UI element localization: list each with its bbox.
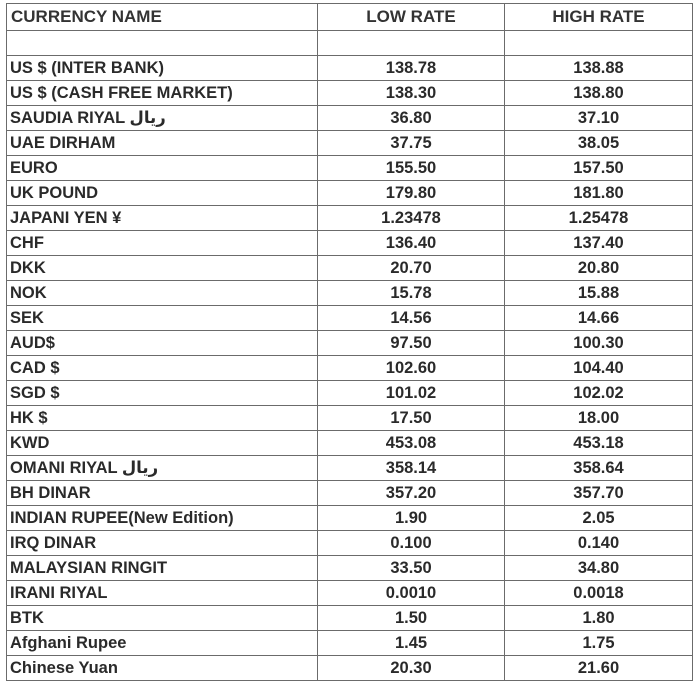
table-row (7, 331, 693, 356)
high-rate-cell: 20.80 (505, 256, 693, 281)
high-rate-cell: 38.05 (505, 131, 693, 156)
table-row (7, 231, 693, 256)
header-high-rate: HIGH RATE (505, 4, 693, 31)
blank-row (7, 31, 693, 56)
high-rate-cell: 181.80 (505, 181, 693, 206)
high-rate-cell: 138.88 (505, 56, 693, 81)
high-rate-cell: 14.66 (505, 306, 693, 331)
low-rate-cell: 97.50 (318, 331, 505, 356)
low-rate-cell: 36.80 (318, 106, 505, 131)
table-row (7, 106, 693, 131)
table-header-row (7, 4, 693, 31)
currency-name-cell: BTK (7, 606, 318, 631)
low-rate-cell: 102.60 (318, 356, 505, 381)
high-rate-cell: 15.88 (505, 281, 693, 306)
low-rate-cell: 357.20 (318, 481, 505, 506)
currency-name-cell: US $ (INTER BANK) (7, 56, 318, 81)
table-row (7, 156, 693, 181)
low-rate-cell: 37.75 (318, 131, 505, 156)
high-rate-cell: 1.25478 (505, 206, 693, 231)
high-rate-cell: 2.05 (505, 506, 693, 531)
high-rate-cell: 104.40 (505, 356, 693, 381)
currency-rate-table (6, 3, 693, 681)
low-rate-cell: 20.70 (318, 256, 505, 281)
currency-name-cell: MALAYSIAN RINGIT (7, 556, 318, 581)
currency-name-cell: INDIAN RUPEE(New Edition) (7, 506, 318, 531)
currency-name-cell: EURO (7, 156, 318, 181)
low-rate-cell: 358.14 (318, 456, 505, 481)
currency-name-cell: NOK (7, 281, 318, 306)
low-rate-cell: 138.30 (318, 81, 505, 106)
table-row (7, 181, 693, 206)
table-row (7, 606, 693, 631)
high-rate-cell: 1.80 (505, 606, 693, 631)
table-row (7, 81, 693, 106)
currency-name-cell: SEK (7, 306, 318, 331)
low-rate-cell: 14.56 (318, 306, 505, 331)
high-rate-cell: 37.10 (505, 106, 693, 131)
currency-name-cell: AUD$ (7, 331, 318, 356)
currency-name-cell: SGD $ (7, 381, 318, 406)
low-rate-cell: 20.30 (318, 656, 505, 681)
high-rate-cell: 1.75 (505, 631, 693, 656)
low-rate-cell: 1.23478 (318, 206, 505, 231)
currency-name-cell: HK $ (7, 406, 318, 431)
table-row (7, 56, 693, 81)
currency-name-cell: JAPANI YEN ¥ (7, 206, 318, 231)
blank-cell (505, 31, 693, 56)
currency-name-cell: UAE DIRHAM (7, 131, 318, 156)
low-rate-cell: 138.78 (318, 56, 505, 81)
high-rate-cell: 137.40 (505, 231, 693, 256)
low-rate-cell: 1.50 (318, 606, 505, 631)
low-rate-cell: 453.08 (318, 431, 505, 456)
low-rate-cell: 179.80 (318, 181, 505, 206)
table-row (7, 256, 693, 281)
table-body (7, 31, 693, 681)
currency-name-cell: OMANI RIYAL ريال (7, 456, 318, 481)
high-rate-cell: 102.02 (505, 381, 693, 406)
low-rate-cell: 17.50 (318, 406, 505, 431)
table-row (7, 431, 693, 456)
table-row (7, 406, 693, 431)
table-row (7, 131, 693, 156)
currency-name-cell: BH DINAR (7, 481, 318, 506)
table-row (7, 481, 693, 506)
high-rate-cell: 34.80 (505, 556, 693, 581)
table-row (7, 206, 693, 231)
high-rate-cell: 157.50 (505, 156, 693, 181)
high-rate-cell: 0.140 (505, 531, 693, 556)
high-rate-cell: 453.18 (505, 431, 693, 456)
currency-name-cell: UK POUND (7, 181, 318, 206)
currency-name-cell: CAD $ (7, 356, 318, 381)
currency-name-cell: Chinese Yuan (7, 656, 318, 681)
currency-name-cell: IRANI RIYAL (7, 581, 318, 606)
low-rate-cell: 33.50 (318, 556, 505, 581)
high-rate-cell: 358.64 (505, 456, 693, 481)
currency-name-cell: KWD (7, 431, 318, 456)
currency-name-cell: DKK (7, 256, 318, 281)
low-rate-cell: 136.40 (318, 231, 505, 256)
low-rate-cell: 1.90 (318, 506, 505, 531)
high-rate-cell: 18.00 (505, 406, 693, 431)
table-row (7, 456, 693, 481)
table-row (7, 631, 693, 656)
high-rate-cell: 100.30 (505, 331, 693, 356)
table-row (7, 506, 693, 531)
high-rate-cell: 0.0018 (505, 581, 693, 606)
table-row (7, 306, 693, 331)
rate-sheet (6, 3, 692, 695)
header-currency-name: CURRENCY NAME (7, 4, 318, 31)
blank-cell (7, 31, 318, 56)
table-row (7, 356, 693, 381)
table-row (7, 531, 693, 556)
table-row (7, 556, 693, 581)
high-rate-cell: 357.70 (505, 481, 693, 506)
low-rate-cell: 155.50 (318, 156, 505, 181)
low-rate-cell: 0.0010 (318, 581, 505, 606)
blank-cell (318, 31, 505, 56)
low-rate-cell: 1.45 (318, 631, 505, 656)
currency-name-cell: CHF (7, 231, 318, 256)
table-row (7, 281, 693, 306)
header-low-rate: LOW RATE (318, 4, 505, 31)
high-rate-cell: 138.80 (505, 81, 693, 106)
currency-name-cell: US $ (CASH FREE MARKET) (7, 81, 318, 106)
table-row (7, 381, 693, 406)
currency-name-cell: SAUDIA RIYAL ريال (7, 106, 318, 131)
currency-name-cell: IRQ DINAR (7, 531, 318, 556)
currency-name-cell: Afghani Rupee (7, 631, 318, 656)
table-row (7, 581, 693, 606)
high-rate-cell: 21.60 (505, 656, 693, 681)
low-rate-cell: 101.02 (318, 381, 505, 406)
low-rate-cell: 0.100 (318, 531, 505, 556)
table-row (7, 656, 693, 681)
low-rate-cell: 15.78 (318, 281, 505, 306)
